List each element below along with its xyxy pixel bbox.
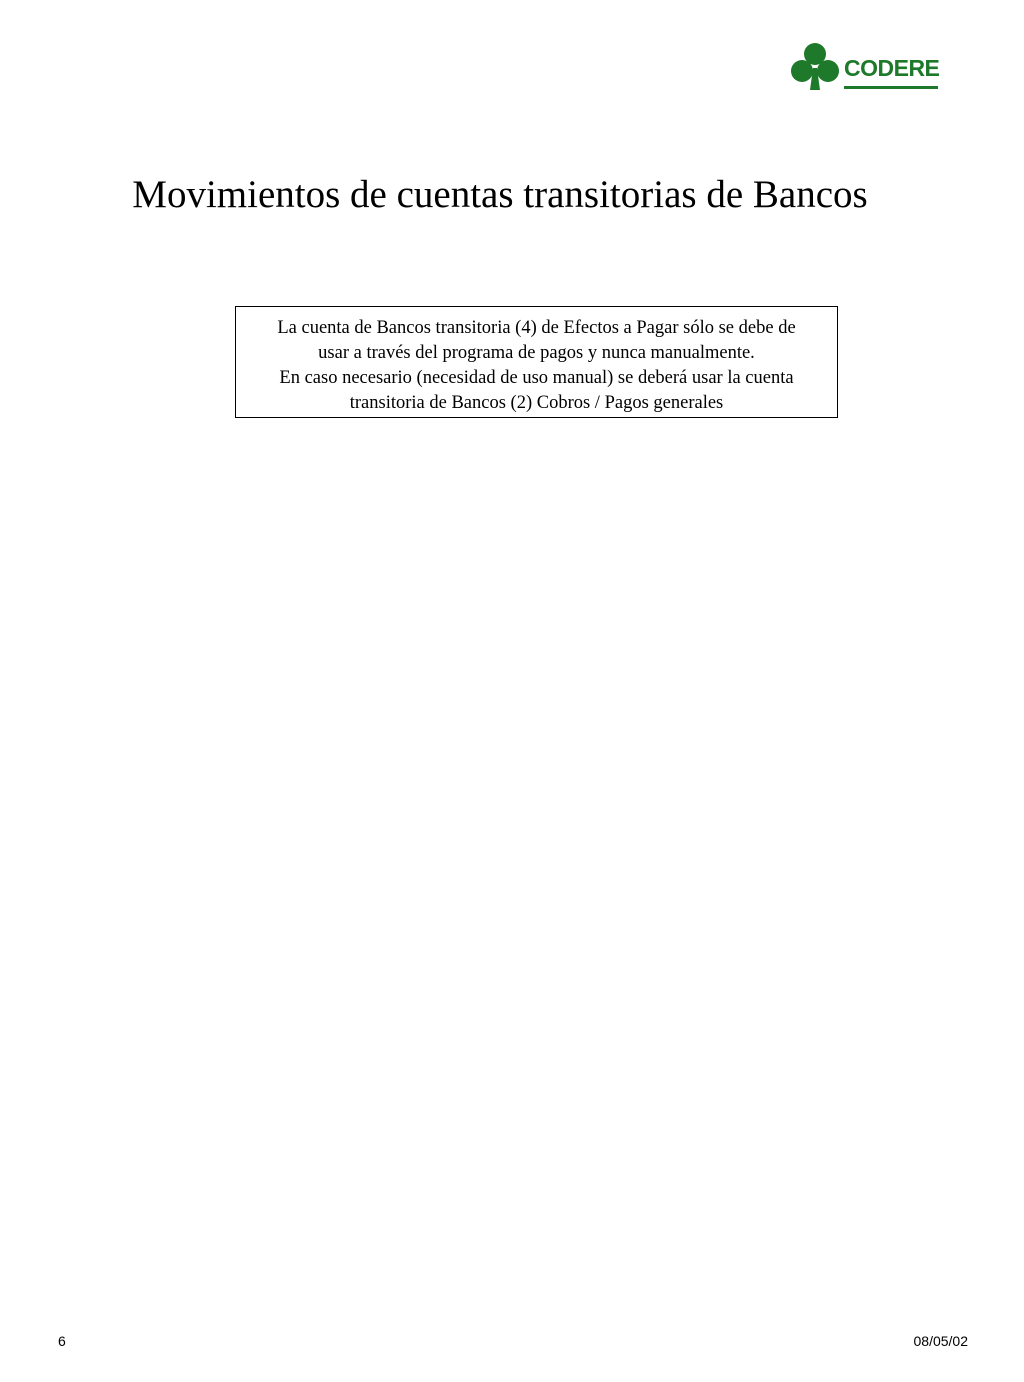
note-line: En caso necesario (necesidad de uso manual) se deberá usar la cuenta: [279, 368, 794, 388]
logo-underline: [844, 86, 938, 89]
footer-date: 08/05/02: [913, 1333, 968, 1349]
club-clover-icon: [790, 42, 842, 92]
page-number: 6: [58, 1333, 66, 1349]
note-line: usar a través del programa de pagos y nunca manualmente.: [318, 343, 755, 363]
page-title: Movimientos de cuentas transitorias de Bancos: [132, 173, 868, 216]
note-line: transitoria de Bancos (2) Cobros / Pagos generales: [349, 393, 724, 413]
logo-text: CODERE: [844, 55, 940, 81]
note-line: La cuenta de Bancos transitoria (4) de Efectos a Pagar sólo se debe de: [277, 318, 796, 338]
note-box: [235, 306, 838, 418]
codere-logo: [790, 42, 940, 92]
